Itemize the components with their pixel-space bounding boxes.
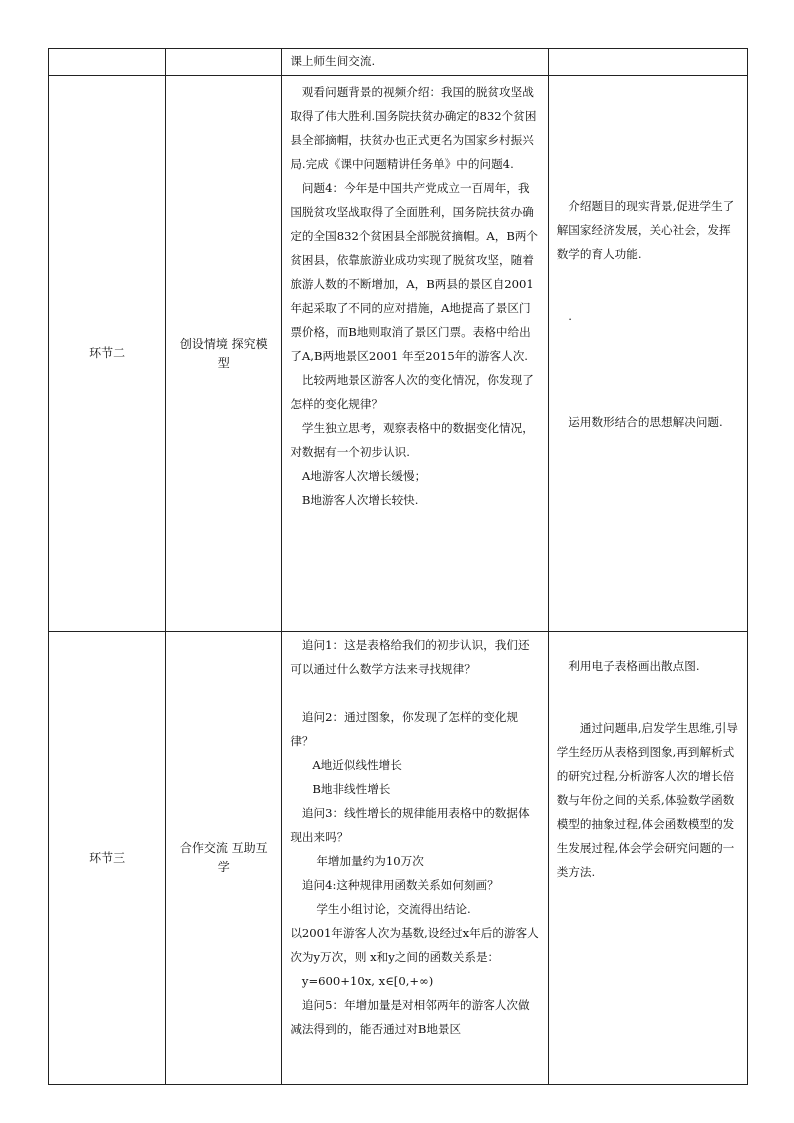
- activity-label: 创设情境 探究模型: [179, 336, 268, 370]
- content-paragraph: A地游客人次增长缓慢；: [301, 469, 427, 483]
- content-cell: [282, 632, 548, 1085]
- stage-cell: 环节三: [49, 632, 166, 1085]
- content-paragraph: B地非线性增长: [312, 782, 391, 796]
- table-row: [49, 49, 748, 76]
- intent-paragraph: 通过问题串,启发学生思维,引导学生经历从表格到图象,再到解析式的研究过程,分析游客人次的增长倍数与年份之间的关系,体验数学函数模型的抽象过程,体会函数模型的发生发展过程,体会学会研究问题的一类方法.: [556, 721, 738, 879]
- intent-paragraph: 利用电子表格画出散点图.: [568, 659, 700, 673]
- content-paragraph: 学生独立思考，观察表格中的数据变化情况，对数据有一个初步认识.: [290, 421, 534, 459]
- content-paragraph: 问题4：今年是中国共产党成立一百周年，我国脱贫攻坚战取得了全面胜利，国务院扶贫办确定的全国832个贫困县全部脱贫摘帽。A，B两个贫困县，依靠旅游业成功实现了脱贫攻坚，随着旅游人数的不断增加，A，B两县的景区自2001年起采取了不同的应对措施，A地提高了景区门票价格，而B地则取消了景区门票。表格中给出了A,B两地景区2001 年至2015年的游客人次.: [290, 181, 539, 363]
- content-paragraph: 追问3：线性增长的规律能用表格中的数据体现出来吗？: [290, 806, 530, 844]
- stage-cell: 环节二: [49, 76, 166, 632]
- content-paragraph: 追问5：年增加量是对相邻两年的游客人次做减法得到的，能否通过对B地景区: [290, 998, 530, 1036]
- content-paragraph: B地游客人次增长较快.: [301, 493, 419, 507]
- intent-cell: [548, 49, 747, 76]
- content-paragraph: 比较两地景区游客人次的变化情况，你发现了怎样的变化规律？: [290, 373, 534, 411]
- intent-cell: [548, 76, 747, 632]
- content-paragraph: 以2001年游客人次为基数,设经过x年后的游客人次为y万次，则 x和y之间的函数关系是：: [290, 926, 539, 964]
- intent-paragraph: 介绍题目的现实背景,促进学生了解国家经济发展，关心社会，发挥数学的育人功能.: [556, 199, 735, 261]
- lesson-plan-table: [48, 48, 748, 1085]
- activity-cell: [166, 76, 282, 632]
- content-paragraph: 观看问题背景的视频介绍：我国的脱贫攻坚战取得了伟大胜利.国务院扶贫办确定的832个贫困县全部摘帽，扶贫办也正式更名为国家乡村振兴局.完成《课中问题精讲任务单》中的问题4.: [290, 85, 537, 171]
- content-paragraph: A地近似线性增长: [312, 758, 402, 772]
- content-paragraph: 追问4:这种规律用函数关系如何刻画？: [301, 878, 499, 892]
- activity-cell: [166, 632, 282, 1085]
- activity-cell: [166, 49, 282, 76]
- content-cell: [282, 49, 548, 76]
- activity-label: 合作交流 互助互学: [179, 841, 268, 874]
- table-row: [49, 76, 748, 632]
- content-cell: [282, 76, 548, 632]
- table-row: [49, 632, 748, 1085]
- content-paragraph: 追问2：通过图象，你发现了怎样的变化规律？: [290, 710, 518, 748]
- content-paragraph: y=600+10x, x∈[0,+∞): [301, 974, 434, 988]
- stage-cell: [49, 49, 166, 76]
- content-paragraph: 年增加量约为10万次: [316, 854, 424, 868]
- intent-paragraph: 运用数形结合的思想解决问题.: [568, 415, 723, 429]
- content-paragraph: 课上师生间交流.: [290, 54, 376, 68]
- content-paragraph: 追问1：这是表格给我们的初步认识，我们还可以通过什么数学方法来寻找规律？: [290, 638, 530, 676]
- content-paragraph: 学生小组讨论，交流得出结论.: [316, 902, 471, 916]
- intent-paragraph: .: [568, 309, 572, 323]
- intent-cell: [548, 632, 747, 1085]
